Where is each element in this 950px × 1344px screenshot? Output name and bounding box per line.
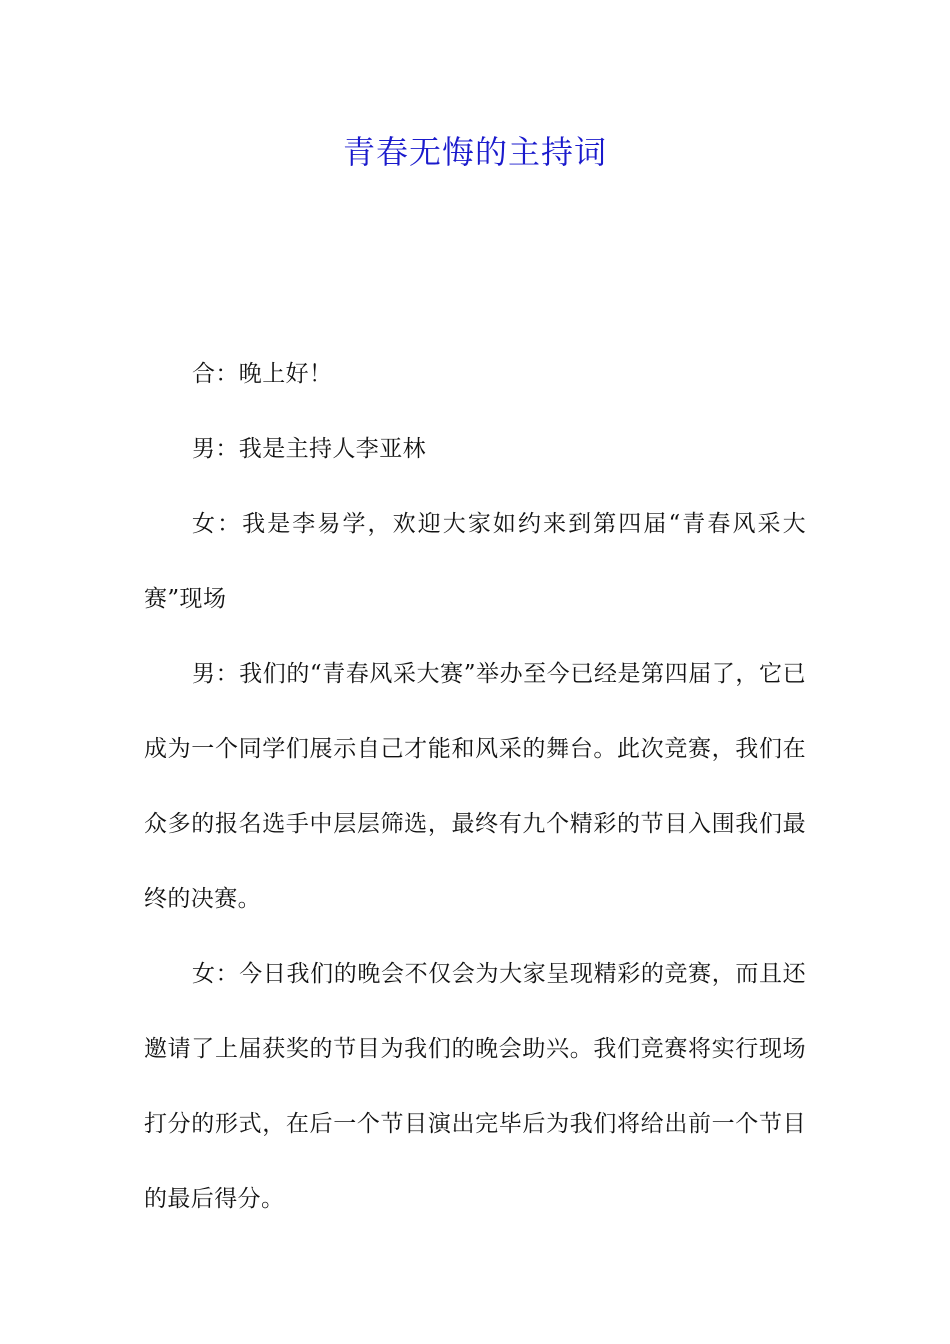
paragraph-greeting: 合：晚上好！	[192, 361, 333, 387]
paragraph-female-host-intro: 女：我是李易学，欢迎大家如约来到第四届“青春风采大赛”现场	[144, 511, 806, 612]
document-body	[144, 337, 806, 1237]
paragraph-male-host-intro: 男：我是主持人李亚林	[192, 436, 426, 462]
document-title: 青春无悔的主持词	[342, 133, 607, 171]
paragraph-competition-background: 男：我们的“青春风采大赛”举办至今已经是第四届了，它已成为一个同学们展示自己才能和风采的舞台。此次竞赛，我们在众多的报名选手中层层筛选，最终有九个精彩的节目入围我们最终的决赛。	[144, 661, 806, 912]
paragraph-scoring-rules: 女：今日我们的晚会不仅会为大家呈现精彩的竞赛，而且还邀请了上届获奖的节目为我们的晚会助兴。我们竞赛将实行现场打分的形式，在后一个节目演出完毕后为我们将给出前一个节目的最后得分。	[144, 961, 806, 1212]
